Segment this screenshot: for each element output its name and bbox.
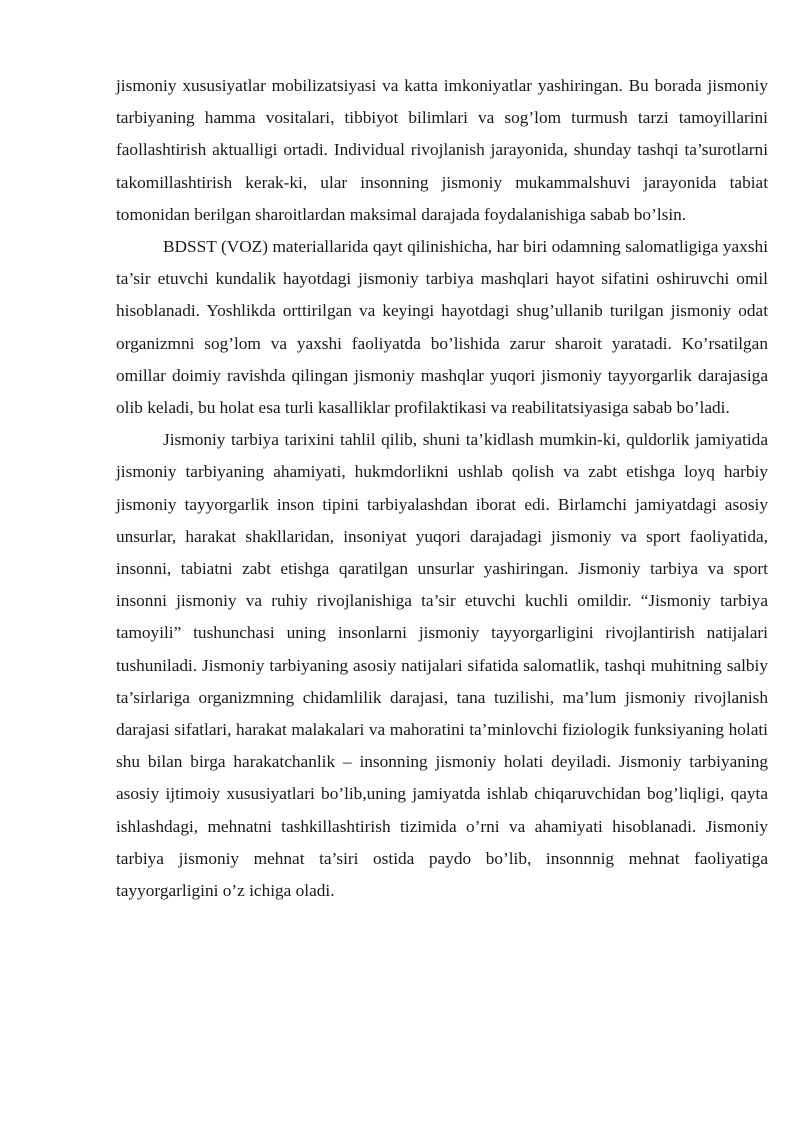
paragraph-1: jismoniy xususiyatlar mobilizatsiyasi va katta imkoniyatlar yashiringan. Bu borada jismoniy tarbiyaning hamma vositalari, tibbiyot bilimlari va sog’lom turmush tarzi tamoyillarini faollashtirish aktualligi ortadi. Individual rivojlanish jarayonida, shunday tashqi ta’surotlarni takomillashtirish kerak-ki, ular insonning jismoniy mukammalshuvi jarayonida tabiat tomonidan berilgan sharoitlardan maksimal darajada foydalanishiga sabab bo’lsin. <box>116 76 768 224</box>
body-text <box>116 70 768 907</box>
paragraph-2: BDSST (VOZ) materiallarida qayt qilinishicha, har biri odamning salomatligiga yaxshi ta’sir etuvchi kundalik hayotdagi jismoniy tarbiya mashqlari hayot sifatini oshiruvchi omil hisoblanadi. Yoshlikda orttirilgan va keyingi hayotdagi shug’ullanib turilgan jismoniy odat organizmni sog’lom va yaxshi faoliyatda bo’lishida zarur sharoit yaratadi. Ko’rsatilgan omillar doimiy ravishda qilingan jismoniy mashqlar yuqori jismoniy tayyorgarlik darajasiga olib keladi, bu holat esa turli kasalliklar profilaktikasi va reabilitatsiyasiga sabab bo’ladi. <box>116 237 768 418</box>
paragraph-3: Jismoniy tarbiya tarixini tahlil qilib, shuni ta’kidlash mumkin-ki, quldorlik jamiyatida jismoniy tarbiyaning ahamiyati, hukmdorlikni ushlab qolish va zabt etishga loyq harbiy jismoniy tayyorgarlik inson tipini tarbiyalashdan iborat edi. Birlamchi jamiyatdagi asosiy unsurlar, harakat shakllaridan, insoniyat yuqori darajadagi jismoniy va sport faoliyatida, insonni, tabiatni zabt etishga qaratilgan unsurlar yashiringan. Jismoniy tarbiya va sport insonni jismoniy va ruhiy rivojlanishiga ta’sir etuvchi kuchli omildir. “Jismoniy tarbiya tamoyili” tushunchasi uning insonlarni jismoniy tayyorgarligini rivojlantirish natijalari tushuniladi. Jismoniy tarbiyaning asosiy natijalari sifatida salomatlik, tashqi muhitning salbiy ta’sirlariga organizmning chidamlilik darajasi, tana tuzilishi, ma’lum jismoniy rivojlanish darajasi sifatlari, harakat malakalari va mahoratini ta’minlovchi fiziologik funksiyaning holati shu bilan birga harakatchanlik – insonning jismoniy holati deyiladi. Jismoniy tarbiyaning asosiy ijtimoiy xususiyatlari bo’lib,uning jamiyatda ishlab chiqaruvchidan bog’liqligi, qayta ishlashdagi, mehnatni tashkillashtirish tizimida o’rni va ahamiyati hisoblanadi. Jismoniy tarbiya jismoniy mehnat ta’siri ostida paydo bo’lib, insonnnig mehnat faoliyatiga tayyorgarligini o’z ichiga oladi. <box>116 430 768 901</box>
